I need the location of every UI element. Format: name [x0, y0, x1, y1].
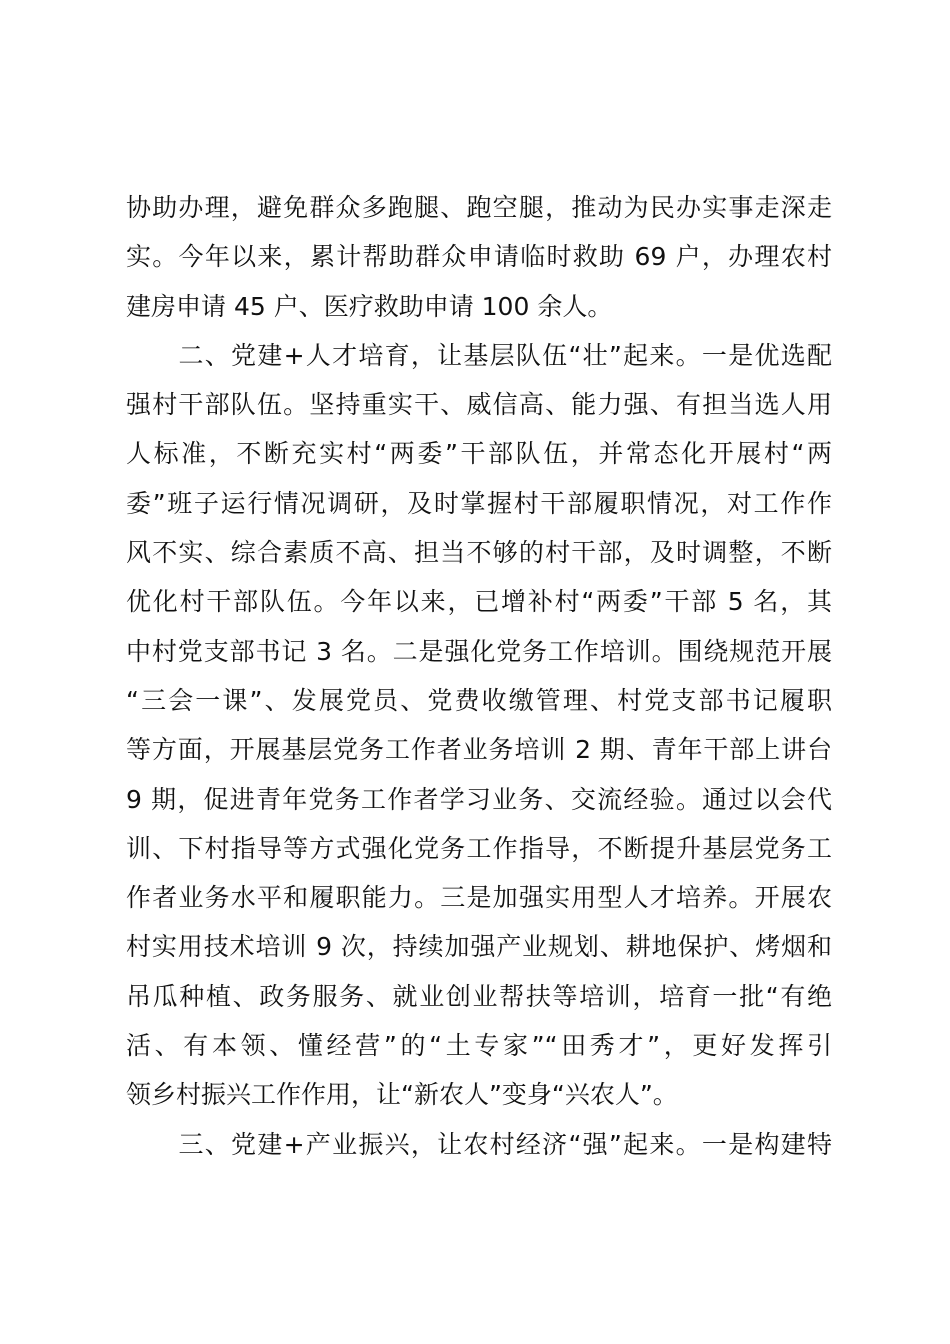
text-line: 委”班子运行情况调研，及时掌握村干部履职情况，对工作作 — [126, 488, 832, 518]
text-line: 吊瓜种植、政务服务、就业创业帮扶等培训，培育一批“有绝 — [126, 981, 832, 1011]
text-line: 实。今年以来，累计帮助群众申请临时救助 69 户，办理农村 — [126, 242, 832, 272]
text-line: “三会一课”、发展党员、党费收缴管理、村党支部书记履职 — [126, 685, 832, 715]
text-line: 三、党建+产业振兴，让农村经济“强”起来。一是构建特 — [126, 1129, 832, 1159]
text-line: 二、党建+人才培育，让基层队伍“壮”起来。一是优选配 — [126, 340, 832, 370]
text-line: 中村党支部书记 3 名。二是强化党务工作培训。围绕规范开展 — [126, 636, 832, 666]
text-line: 建房申请 45 户、医疗救助申请 100 余人。 — [126, 291, 613, 321]
text-line: 人标准，不断充实村“两委”干部队伍，并常态化开展村“两 — [126, 439, 832, 469]
text-line: 等方面，开展基层党务工作者业务培训 2 期、青年干部上讲台 — [126, 735, 832, 765]
text-line: 协助办理，避免群众多跑腿、跑空腿，推动为民办实事走深走 — [126, 193, 832, 222]
text-line: 领乡村振兴工作作用，让“新农人”变身“兴农人”。 — [126, 1080, 678, 1110]
text-line: 作者业务水平和履职能力。三是加强实用型人才培养。开展农 — [126, 883, 832, 913]
text-line: 活、有本领、懂经营”的“土专家”“田秀才”，更好发挥引 — [126, 1031, 832, 1061]
text-line: 9 期，促进青年党务工作者学习业务、交流经验。通过以会代 — [126, 784, 832, 814]
body-text — [126, 183, 832, 1169]
text-line: 训、下村指导等方式强化党务工作指导，不断提升基层党务工 — [126, 833, 832, 863]
text-line: 村实用技术培训 9 次，持续加强产业规划、耕地保护、烤烟和 — [126, 932, 832, 962]
text-line: 强村干部队伍。坚持重实干、威信高、能力强、有担当选人用 — [126, 390, 832, 420]
text-line: 风不实、综合素质不高、担当不够的村干部，及时调整，不断 — [126, 538, 832, 568]
text-line: 优化村干部队伍。今年以来，已增补村“两委”干部 5 名，其 — [126, 587, 832, 617]
